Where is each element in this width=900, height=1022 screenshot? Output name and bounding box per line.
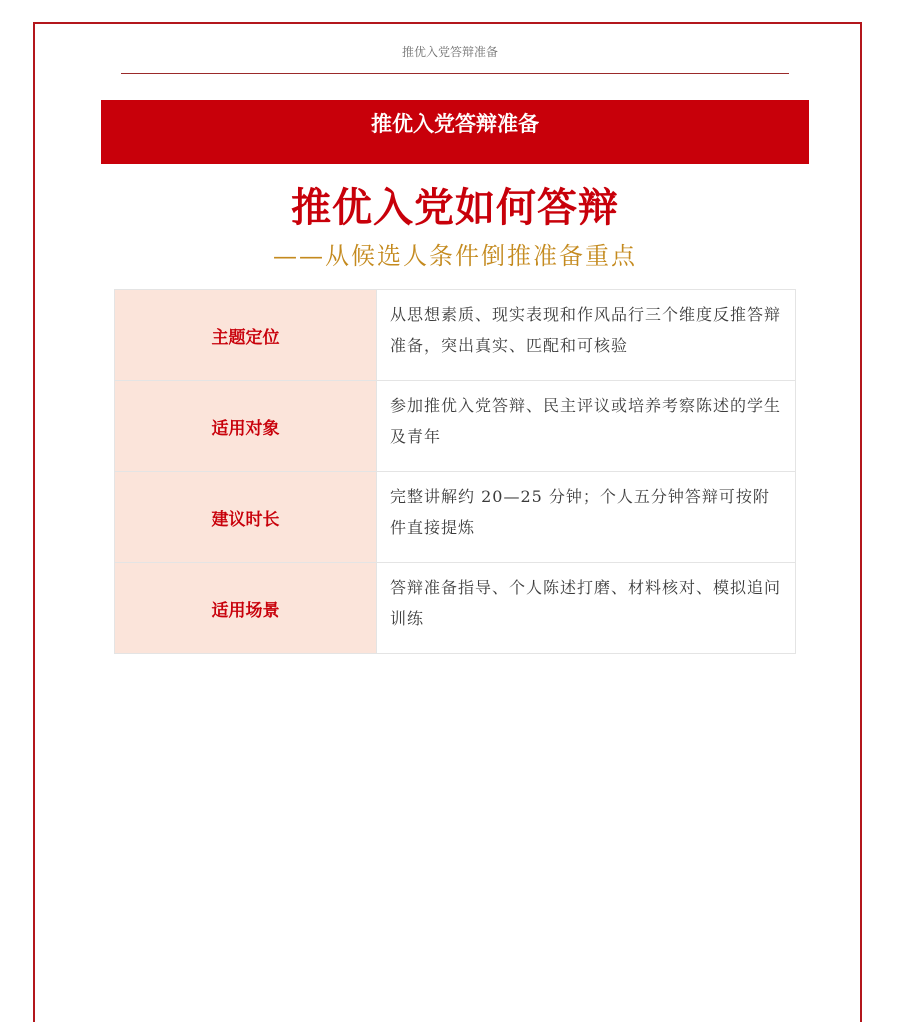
row-value-theme: 从思想素质、现实表现和作风品行三个维度反推答辩准备，突出真实、匹配和可核验 (377, 290, 796, 381)
header-rule (121, 73, 789, 74)
table-row (115, 563, 796, 654)
row-label-audience: 适用对象 (115, 381, 377, 472)
title-banner (101, 100, 809, 164)
row-value-scenario: 答辩准备指导、个人陈述打磨、材料核对、模拟追问训练 (377, 563, 796, 654)
table-row (115, 290, 796, 381)
table-row (115, 472, 796, 563)
main-title: 推优入党如何答辩 (291, 185, 619, 231)
info-table (114, 289, 796, 654)
banner-text: 推优入党答辩准备 (371, 112, 539, 136)
row-label-duration: 建议时长 (115, 472, 377, 563)
subtitle: ——从候选人条件倒推准备重点 (273, 242, 637, 270)
row-value-duration: 完整讲解约 20—25 分钟；个人五分钟答辩可按附件直接提炼 (377, 472, 796, 563)
row-value-audience: 参加推优入党答辩、民主评议或培养考察陈述的学生及青年 (377, 381, 796, 472)
running-header: 推优入党答辩准备 (401, 45, 498, 59)
table-row (115, 381, 796, 472)
row-label-theme: 主题定位 (115, 290, 377, 381)
row-label-scenario: 适用场景 (115, 563, 377, 654)
